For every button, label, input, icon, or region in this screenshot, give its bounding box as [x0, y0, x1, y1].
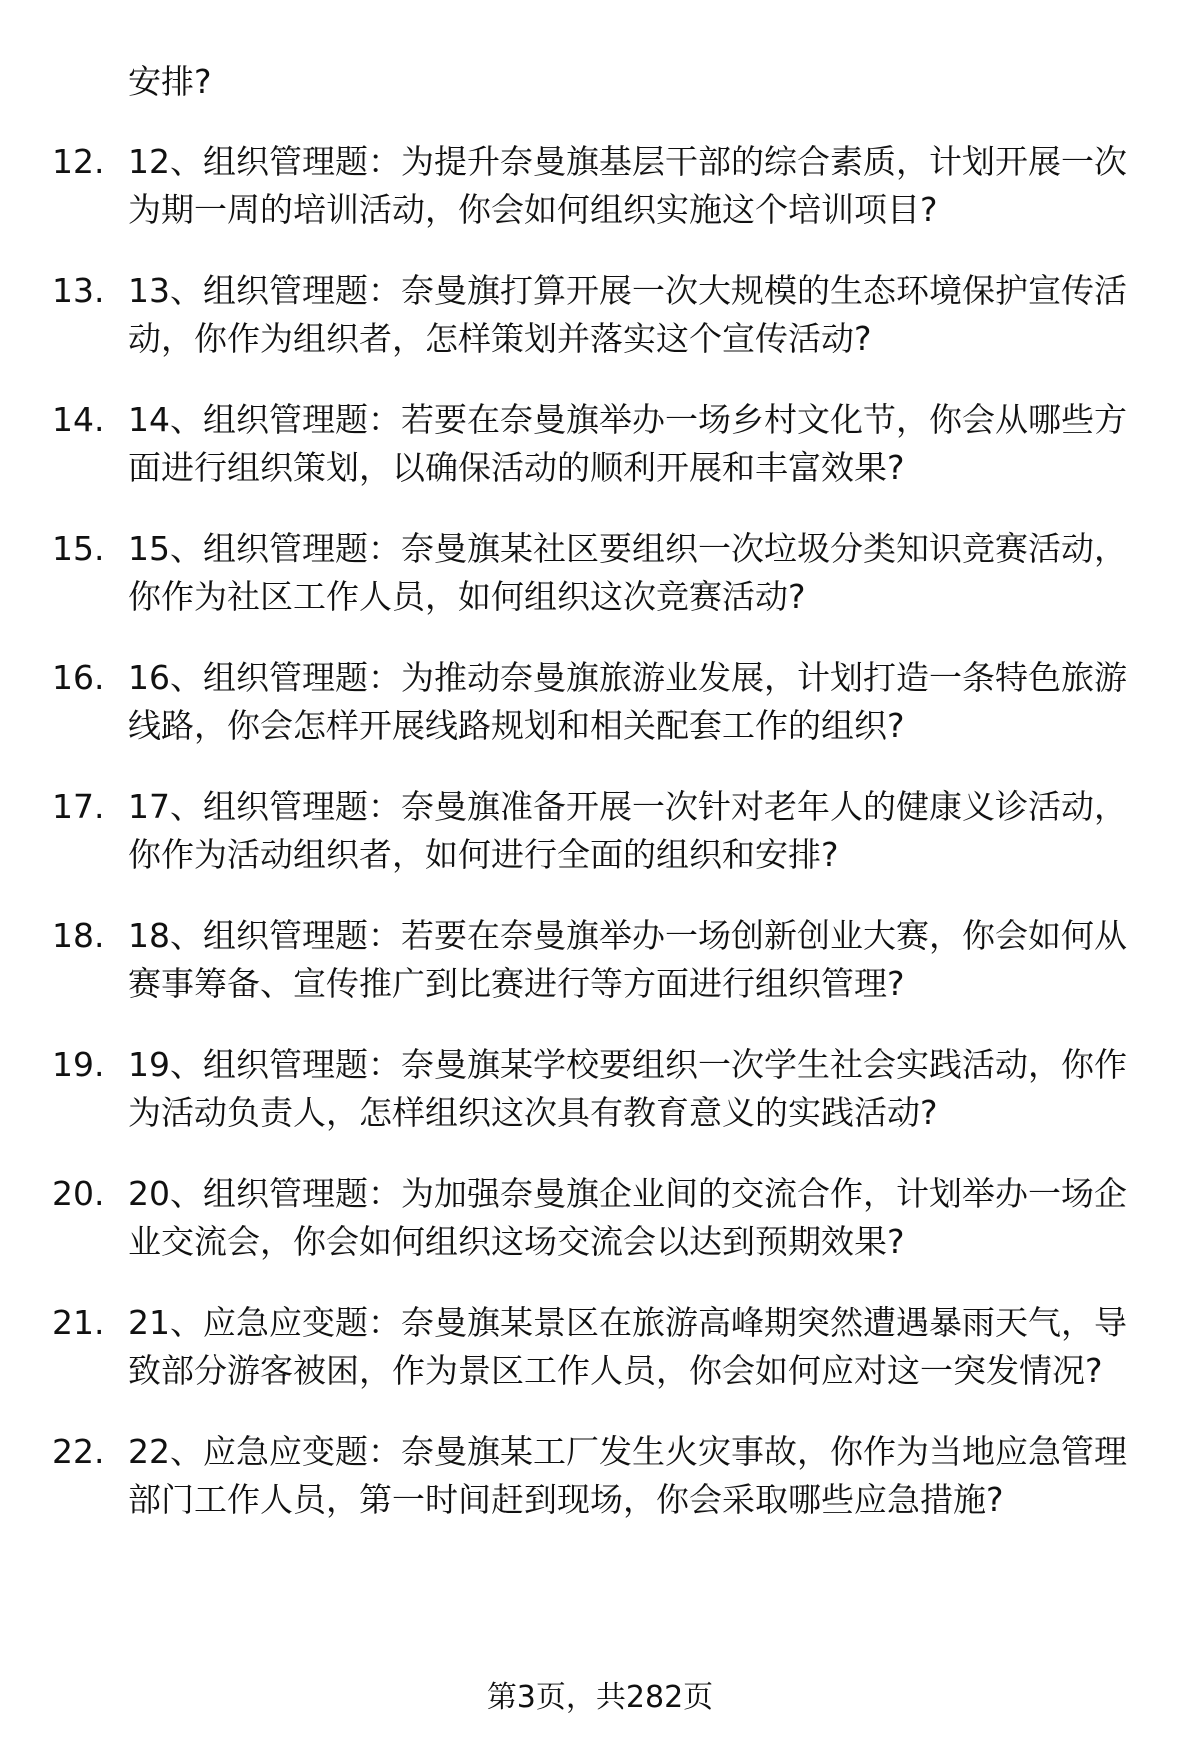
item-text: 13、组织管理题：奈曼旗打算开展一次大规模的生态环境保护宣传活动，你作为组织者，怎样策划并落实这个宣传活动?	[128, 271, 1127, 358]
item-number: 13.	[52, 271, 105, 310]
list-item	[0, 138, 1152, 234]
item-number: 18.	[52, 916, 105, 955]
item-number: 14.	[52, 400, 105, 439]
list-item	[0, 525, 1152, 621]
item-number: 12.	[52, 142, 105, 181]
item-number: 15.	[52, 529, 105, 568]
item-text: 14、组织管理题：若要在奈曼旗举办一场乡村文化节，你会从哪些方面进行组织策划，以确保活动的顺利开展和丰富效果?	[128, 400, 1127, 487]
item-text: 21、应急应变题：奈曼旗某景区在旅游高峰期突然遭遇暴雨天气，导致部分游客被困，作为景区工作人员，你会如何应对这一突发情况?	[128, 1303, 1127, 1390]
list-item	[0, 1428, 1152, 1524]
item-number: 20.	[52, 1174, 105, 1213]
page-footer: 第3页，共282页	[486, 1680, 714, 1715]
item-text: 20、组织管理题：为加强奈曼旗企业间的交流合作，计划举办一场企业交流会，你会如何组织这场交流会以达到预期效果?	[128, 1174, 1127, 1261]
list-item	[0, 396, 1152, 492]
item-number: 21.	[52, 1303, 105, 1342]
question-list	[0, 138, 1200, 1557]
item-number: 22.	[52, 1432, 105, 1471]
item-text: 18、组织管理题：若要在奈曼旗举办一场创新创业大赛，你会如何从赛事筹备、宣传推广到比赛进行等方面进行组织管理?	[128, 916, 1127, 1003]
list-item	[0, 783, 1152, 879]
item-text: 12、组织管理题：为提升奈曼旗基层干部的综合素质，计划开展一次为期一周的培训活动，你会如何组织实施这个培训项目?	[128, 142, 1127, 229]
item-number: 19.	[52, 1045, 105, 1084]
item-text: 19、组织管理题：奈曼旗某学校要组织一次学生社会实践活动，你作为活动负责人，怎样组织这次具有教育意义的实践活动?	[128, 1045, 1127, 1132]
continuation-text: 安排?	[128, 62, 212, 101]
item-text: 16、组织管理题：为推动奈曼旗旅游业发展，计划打造一条特色旅游线路，你会怎样开展线路规划和相关配套工作的组织?	[128, 658, 1127, 745]
item-number: 17.	[52, 787, 105, 826]
list-item	[0, 1299, 1152, 1395]
list-item	[0, 1041, 1152, 1137]
item-text: 15、组织管理题：奈曼旗某社区要组织一次垃圾分类知识竞赛活动，你作为社区工作人员，如何组织这次竞赛活动?	[128, 529, 1127, 616]
item-number: 16.	[52, 658, 105, 697]
list-item	[0, 1170, 1152, 1266]
list-item	[0, 267, 1152, 363]
list-item	[0, 654, 1152, 750]
item-text: 22、应急应变题：奈曼旗某工厂发生火灾事故，你作为当地应急管理部门工作人员，第一时间赶到现场，你会采取哪些应急措施?	[128, 1432, 1127, 1519]
item-text: 17、组织管理题：奈曼旗准备开展一次针对老年人的健康义诊活动，你作为活动组织者，如何进行全面的组织和安排?	[128, 787, 1127, 874]
list-item	[0, 912, 1152, 1008]
